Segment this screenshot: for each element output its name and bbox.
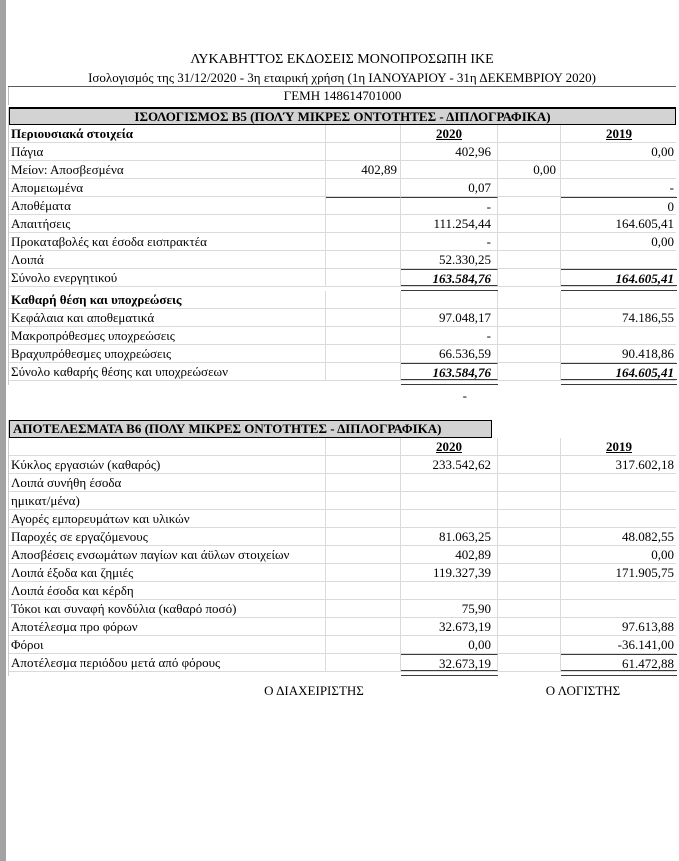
row-value (498, 251, 561, 268)
column-header-2020: 2020 (401, 438, 498, 455)
table-row (9, 474, 676, 492)
row-label: Λοιπά έσοδα και κέρδη (9, 582, 326, 599)
table-row (9, 654, 676, 672)
double-rule-cell (498, 381, 561, 385)
row-value (498, 546, 561, 563)
row-value (498, 528, 561, 545)
row-value: 0,00 (651, 547, 674, 562)
row-value (326, 197, 401, 214)
row-value: 0,00 (651, 234, 674, 249)
row-value (498, 636, 561, 653)
row-value (498, 363, 561, 380)
double-rule-cell (401, 672, 498, 676)
double-rule-cell (326, 381, 401, 385)
empty-cell (326, 438, 401, 455)
double-rule-cell (561, 672, 677, 676)
row-value (498, 492, 561, 509)
row-value: 111.254,44 (401, 215, 498, 232)
row-label: Μείον: Αποσβεσμένα (9, 161, 326, 178)
row-value: 97.613,88 (622, 619, 674, 634)
table-row (9, 564, 676, 582)
row-value: -36.141,00 (617, 637, 674, 652)
table-row (9, 600, 676, 618)
row-value: 52.330,25 (401, 251, 498, 268)
row-label: Φόροι (9, 636, 326, 653)
row-value: 0,00 (498, 161, 561, 178)
row-value (498, 474, 561, 491)
row-value: 0,07 (401, 179, 498, 196)
row-value (498, 291, 561, 308)
row-value: - (401, 197, 498, 214)
row-value (498, 345, 561, 362)
row-value (498, 582, 561, 599)
row-value (401, 161, 498, 178)
row-label: Κεφάλαια και αποθεματικά (9, 309, 326, 326)
document-header (8, 50, 676, 105)
section-label (9, 438, 326, 455)
left-gutter (0, 0, 6, 861)
row-value (326, 582, 401, 599)
row-label: Μακροπρόθεσμες υποχρεώσεις (9, 327, 326, 344)
row-value (401, 474, 498, 491)
row-label: Σύνολο καθαρής θέσης και υποχρεώσεων (9, 363, 326, 380)
row-value: 74.186,55 (622, 310, 674, 325)
row-value (498, 309, 561, 326)
row-value (498, 327, 561, 344)
row-value: 163.584,76 (401, 363, 498, 380)
row-label: Βραχυπρόθεσμες υποχρεώσεις (9, 345, 326, 362)
table-row (9, 327, 676, 345)
row-value: 0,00 (401, 636, 498, 653)
row-value (498, 269, 561, 286)
row-value (326, 233, 401, 250)
double-rule-cell (9, 381, 326, 385)
row-value (561, 600, 677, 617)
row-value (326, 456, 401, 473)
balance-sheet-column-header-row (9, 125, 676, 143)
row-value (326, 327, 401, 344)
double-rule-row (9, 672, 676, 676)
double-rule-cell (498, 672, 561, 676)
income-statement-title: ΑΠΟΤΕΛΕΣΜΑΤΑ Β6 (ΠΟΛΥ ΜΙΚΡΕΣ ΟΝΤΟΤΗΤΕΣ - ΔΙΠΛΟΓΡΑΦΙΚΑ) (9, 420, 492, 438)
row-value: 164.605,41 (561, 363, 677, 380)
table-row (9, 546, 676, 564)
row-value (561, 492, 677, 509)
row-value (326, 654, 401, 671)
row-value (326, 492, 401, 509)
balance-sheet-title: ΙΣΟΛΟΓΙΣΜΟΣ Β5 (ΠΟΛΎ ΜΙΚΡΕΣ ΟΝΤΟΤΗΤΕΣ - ΔΙΠΛΟΓΡΑΦΙΚΑ) (9, 107, 676, 125)
table-row (9, 179, 676, 197)
table-row (9, 143, 676, 161)
row-label: Πάγια (9, 143, 326, 160)
row-value: 0,00 (651, 144, 674, 159)
table-row (9, 291, 676, 309)
table-row (9, 269, 676, 287)
column-header-2020: 2020 (401, 125, 498, 142)
row-value (326, 309, 401, 326)
row-value (561, 251, 677, 268)
row-value (326, 618, 401, 635)
row-label: Λοιπά (9, 251, 326, 268)
income-statement-table (8, 420, 676, 676)
row-label: Σύνολο ενεργητικού (9, 269, 326, 286)
company-name: ΛΥΚΑΒΗΤΤΟΣ ΕΚΔΟΣΕΙΣ ΜΟΝΟΠΡΟΣΩΠΗ ΙΚΕ (190, 52, 494, 67)
income-statement-rows (9, 456, 676, 676)
row-value (401, 582, 498, 599)
row-value: 402,89 (326, 161, 401, 178)
row-label: Αποσβέσεις ενσωμάτων παγίων και άϋλων στοιχείων (9, 546, 326, 563)
registry-number: ΓΕΜΗ 148614701000 (8, 87, 676, 105)
row-label: Απαιτήσεις (9, 215, 326, 232)
row-value (326, 546, 401, 563)
row-label: Καθαρή θέση και υποχρεώσεις (9, 291, 326, 308)
row-value: 0 (561, 197, 677, 214)
row-value: 119.327,39 (401, 564, 498, 581)
manager-signature-label: Ο ΔΙΑΧΕΙΡΙΣΤΗΣ (264, 683, 364, 698)
row-value: 32.673,19 (401, 618, 498, 635)
row-value (498, 564, 561, 581)
row-label: Προκαταβολές και έσοδα εισπρακτέα (9, 233, 326, 250)
table-row (9, 215, 676, 233)
row-value: 66.536,59 (401, 345, 498, 362)
row-value (326, 291, 401, 308)
row-value (326, 143, 401, 160)
table-row (9, 618, 676, 636)
table-row (9, 456, 676, 474)
row-value (561, 510, 677, 527)
row-value: 233.542,62 (401, 456, 498, 473)
row-value: - (401, 233, 498, 250)
double-rule-cell (561, 381, 677, 385)
row-value (498, 179, 561, 196)
row-value (498, 197, 561, 214)
row-value (401, 291, 498, 308)
row-value (326, 510, 401, 527)
double-rule-cell (9, 672, 326, 676)
row-value (326, 528, 401, 545)
row-value (401, 492, 498, 509)
row-label: Παροχές σε εργαζόμενους (9, 528, 326, 545)
double-rule-cell (326, 672, 401, 676)
row-value (326, 600, 401, 617)
row-value (561, 161, 677, 178)
row-value (498, 456, 561, 473)
double-rule-row (9, 381, 676, 385)
row-value: 163.584,76 (401, 269, 498, 286)
row-value (326, 474, 401, 491)
row-value (401, 510, 498, 527)
row-value (326, 179, 401, 196)
table-row (9, 161, 676, 179)
double-rule-cell (401, 381, 498, 385)
row-value (498, 600, 561, 617)
row-value: 97.048,17 (401, 309, 498, 326)
row-value (561, 291, 677, 308)
row-value: 164.605,41 (615, 216, 674, 231)
table-row (9, 197, 676, 215)
row-value (326, 215, 401, 232)
table-row (9, 528, 676, 546)
row-value: - (669, 180, 674, 195)
row-value (326, 269, 401, 286)
empty-cell (326, 125, 401, 142)
table-row (9, 309, 676, 327)
table-row (9, 492, 676, 510)
accountant-signature-label: Ο ΛΟΓΙΣΤΗΣ (545, 683, 621, 698)
row-value: 81.063,25 (401, 528, 498, 545)
row-value: 402,96 (401, 143, 498, 160)
row-value (326, 363, 401, 380)
table-row (9, 345, 676, 363)
row-value: 48.082,55 (622, 529, 674, 544)
column-header-2019: 2019 (606, 439, 632, 454)
row-label: Αγορές εμπορευμάτων και υλικών (9, 510, 326, 527)
balance-sheet-rows (9, 143, 676, 385)
row-value: - (401, 327, 498, 344)
row-value: 90.418,86 (622, 346, 674, 361)
statement-subtitle: Ισολογισμός της 31/12/2020 - 3η εταιρική χρήση (1η ΙΑΝΟΥΑΡΙΟΥ - 31η ΔΕΚΕΜΒΡΙΟΥ 2020) (8, 69, 676, 87)
signature-line (0, 683, 679, 701)
row-value (498, 618, 561, 635)
row-label: Αποτέλεσμα περιόδου μετά από φόρους (9, 654, 326, 671)
table-row (9, 510, 676, 528)
balance-sheet-table (8, 107, 676, 385)
row-value (498, 510, 561, 527)
row-label: Αποθέματα (9, 197, 326, 214)
stray-dash: - (462, 388, 467, 403)
empty-cell (498, 125, 561, 142)
table-row (9, 233, 676, 251)
table-row (9, 582, 676, 600)
row-label: Κύκλος εργασιών (καθαρός) (9, 456, 326, 473)
row-value: 32.673,19 (401, 654, 498, 671)
row-value (498, 215, 561, 232)
row-value (498, 654, 561, 671)
row-label: Αποτέλεσμα προ φόρων (9, 618, 326, 635)
table-row (9, 251, 676, 269)
row-label: Λοιπά συνήθη έσοδα (9, 474, 326, 491)
row-label: Τόκοι και συναφή κονδύλια (καθαρό ποσό) (9, 600, 326, 617)
row-value: 75,90 (401, 600, 498, 617)
row-value (326, 345, 401, 362)
column-header-2019: 2019 (606, 126, 632, 141)
row-value (326, 251, 401, 268)
empty-cell (498, 438, 561, 455)
table-row (9, 363, 676, 381)
table-row (9, 636, 676, 654)
section-label: Περιουσιακά στοιχεία (9, 125, 326, 142)
row-label: ημικατ/μένα) (9, 492, 326, 509)
row-value (561, 327, 677, 344)
row-value: 171.905,75 (615, 565, 674, 580)
row-value: 402,89 (401, 546, 498, 563)
row-value (498, 233, 561, 250)
row-value (561, 474, 677, 491)
row-label: Λοιπά έξοδα και ζημιές (9, 564, 326, 581)
row-value: 164.605,41 (561, 269, 677, 286)
row-value (561, 582, 677, 599)
income-statement-column-header-row (9, 438, 676, 456)
row-value: 61.472,88 (561, 654, 677, 671)
row-label: Απομειωμένα (9, 179, 326, 196)
row-value (326, 636, 401, 653)
row-value (498, 143, 561, 160)
row-value (326, 564, 401, 581)
row-value: 317.602,18 (615, 457, 674, 472)
